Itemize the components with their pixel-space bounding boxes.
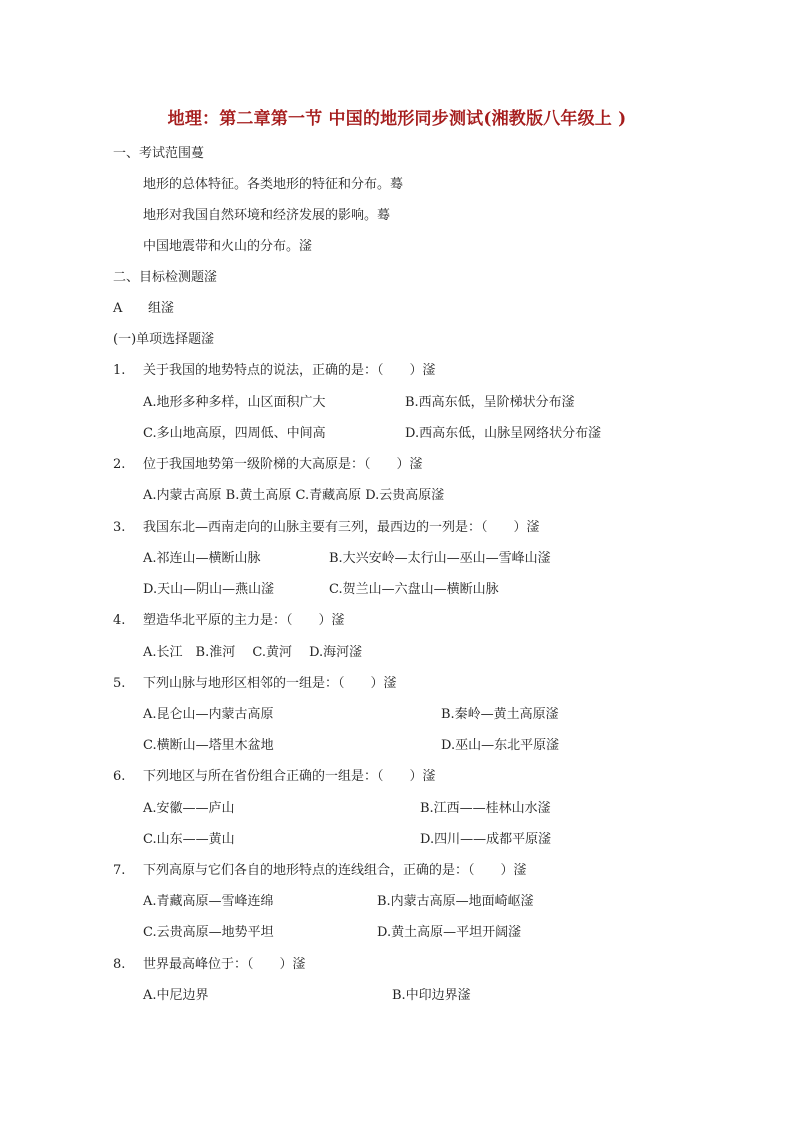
question-number: 3.: [113, 520, 126, 535]
option: A.内蒙古高原 B.黄土高原 C.青藏高原 D.云贵高原滏: [143, 488, 445, 503]
option: C.云贵高原—地势平坦: [143, 925, 274, 940]
option: D.西高东低，山脉呈网络状分布滏: [405, 426, 602, 441]
scope-item: 地形的总体特征。各类地形的特征和分布。蓦: [143, 177, 404, 192]
question-text: 我国东北—西南走向的山脉主要有三列，最西边的一列是：（ ）滏: [143, 520, 540, 535]
option: C.多山地高原，四周低、中间高: [143, 426, 326, 441]
question-text: 世界最高峰位于：（ ）滏: [143, 957, 306, 972]
scope-item: 中国地震带和火山的分布。滏: [143, 239, 313, 254]
option: B.大兴安岭—太行山—巫山—雪峰山滏: [329, 551, 551, 566]
option: A.安徽——庐山: [143, 801, 235, 816]
option: A.昆仑山—内蒙古高原: [143, 707, 274, 722]
section-heading-scope: 一、考试范围蔓: [113, 146, 205, 161]
option: D.巫山—东北平原滏: [441, 738, 560, 753]
option: C.山东——黄山: [143, 832, 235, 847]
scope-item: 地形对我国自然环境和经济发展的影响。蓦: [143, 208, 391, 223]
question-number: 7.: [113, 863, 126, 878]
question-text: 关于我国的地势特点的说法，正确的是：（ ）滏: [143, 363, 436, 378]
option: B.秦岭—黄土高原滏: [441, 707, 559, 722]
question-number: 6.: [113, 769, 126, 784]
section-heading-tests: 二、目标检测题滏: [113, 270, 218, 285]
subsection-heading: (一)单项选择题滏: [113, 332, 215, 347]
question-text: 下列高原与它们各自的地形特点的连线组合，正确的是：（ ）滏: [143, 863, 527, 878]
option: D.黄土高原—平坦开阔滏: [377, 925, 522, 940]
group-label: 组滏: [148, 301, 175, 316]
option: B.内蒙古高原—地面崎岖滏: [377, 894, 534, 909]
option: A.中尼边界: [143, 988, 209, 1003]
question-number: 4.: [113, 613, 126, 628]
question-text: 塑造华北平原的主力是：（ ）滏: [143, 613, 345, 628]
option: D.天山—阴山—燕山滏: [143, 582, 275, 597]
question-number: 1.: [113, 363, 126, 378]
group-letter: A: [113, 301, 123, 316]
option: A.地形多种多样，山区面积广大: [143, 395, 326, 410]
option: B.江西——桂林山水滏: [420, 801, 551, 816]
question-number: 2.: [113, 457, 126, 472]
option: C.横断山—塔里木盆地: [143, 738, 274, 753]
option: A.祁连山—横断山脉: [143, 551, 261, 566]
option: D.四川——成都平原滏: [420, 832, 552, 847]
question-text: 位于我国地势第一级阶梯的大高原是：（ ）滏: [143, 457, 423, 472]
option: C.贺兰山—六盘山—横断山脉: [329, 582, 499, 597]
option: A.青藏高原—雪峰连绵: [143, 894, 274, 909]
page-title: 地理：第二章第一节 中国的地形同步测试(湘教版八年级上 ): [167, 109, 627, 129]
question-text: 下列山脉与地形区相邻的一组是：（ ）滏: [143, 676, 397, 691]
question-number: 8.: [113, 957, 126, 972]
option: A.长江 B.淮河 C.黄河 D.海河滏: [143, 645, 363, 660]
option: B.西高东低，呈阶梯状分布滏: [405, 395, 575, 410]
question-number: 5.: [113, 676, 126, 691]
option: B.中印边界滏: [392, 988, 471, 1003]
question-text: 下列地区与所在省份组合正确的一组是：（ ）滏: [143, 769, 436, 784]
